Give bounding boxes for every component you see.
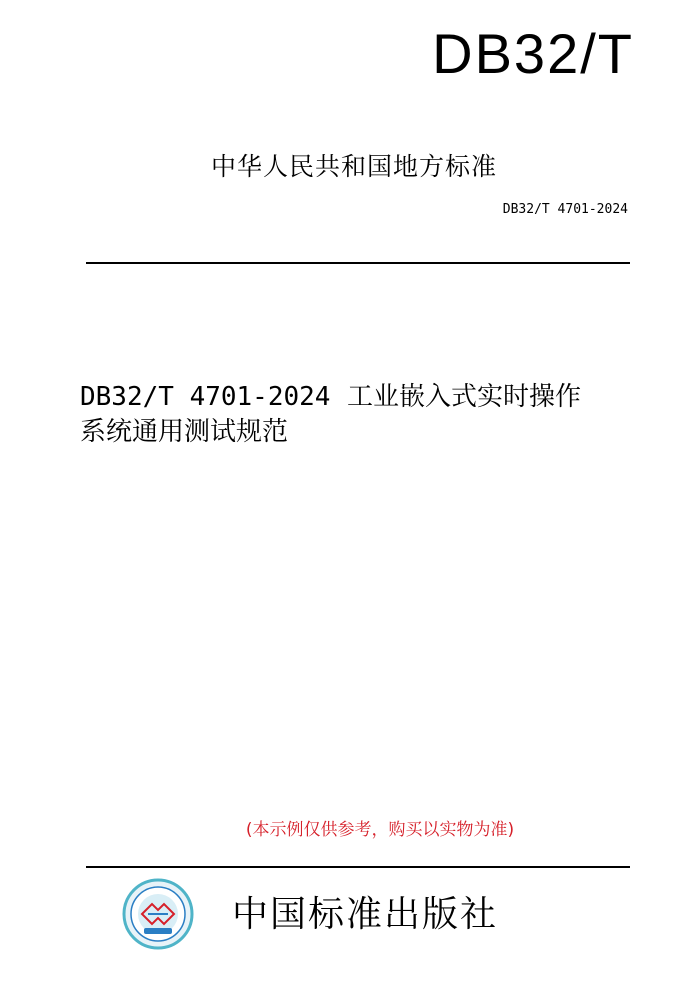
bottom-divider — [86, 866, 630, 868]
standard-code-large: DB32/T — [432, 22, 634, 85]
document-title — [80, 380, 635, 450]
title-line1: 工业嵌入式实时操作 — [346, 382, 581, 412]
disclaimer-note: (本示例仅供参考，购买以实物为准) — [245, 820, 515, 840]
title-code: DB32/T 4701-2024 — [80, 382, 331, 412]
top-divider — [86, 262, 630, 264]
standard-type-heading: 中华人民共和国地方标准 — [210, 152, 497, 181]
publisher-name: 中国标准出版社 — [232, 894, 499, 935]
standard-number: DB32/T 4701-2024 — [502, 202, 628, 217]
publisher-seal-icon — [122, 878, 194, 950]
title-line2: 系统通用测试规范 — [80, 417, 289, 447]
